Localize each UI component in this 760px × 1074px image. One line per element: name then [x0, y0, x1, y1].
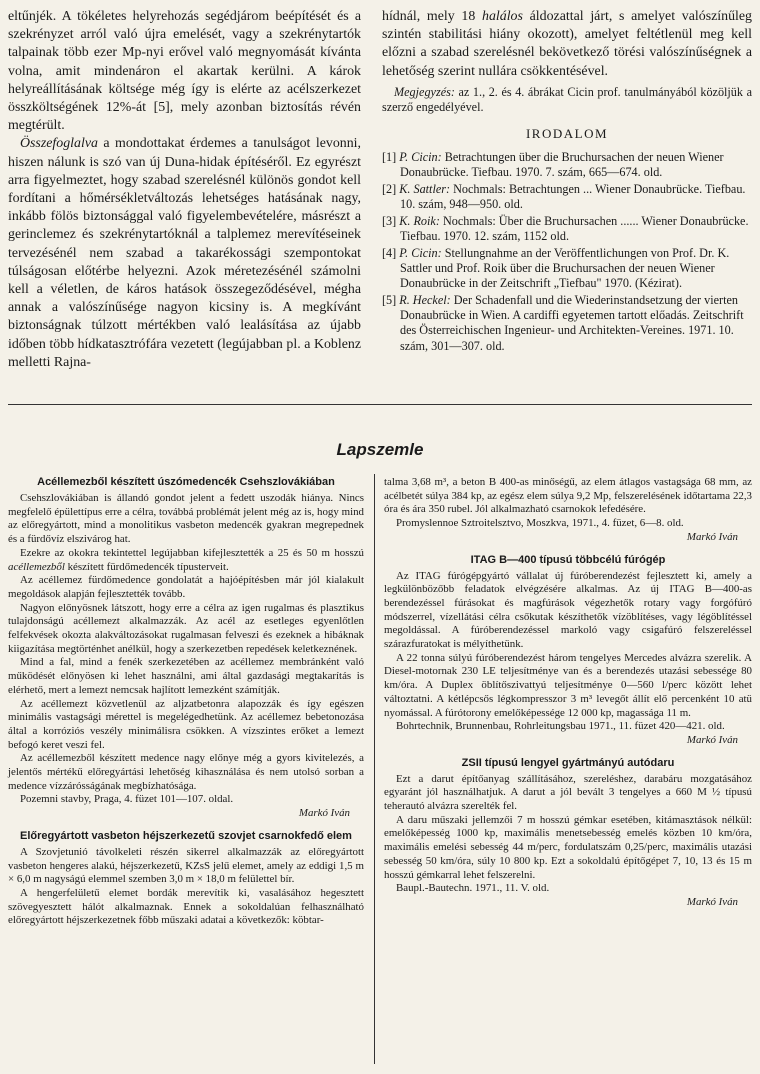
reference-item — [382, 150, 752, 180]
article-title: Acéllemezből készített úszómedencék Csehszlovákiában — [37, 476, 335, 488]
paragraph: Az ITAG fúrógépgyártó vállalat új fúróberendezést fejlesztett ki, amely a legkülönbözőbb feladatok elvégzésére alkalmas. Az új ITAG B—400-as berendezéssel fúrásokat és magfúrások végezhetők rotary vagy forgófúró módszerrel, vízellátási célra csőkutak készíthetők vízöblítéses, vagy légöblítéssel megoldással. A fúróberendezéssel markoló vagy csigafúró felszereléssel szárazfuratokat is mélyíthetünk. — [384, 569, 752, 651]
source-citation: Pozemni stavby, Praga, 4. füzet 101—107. oldal. — [20, 793, 234, 806]
reference-num: [1] — [382, 150, 397, 165]
reference-author: P. Cicin: — [399, 150, 442, 165]
paragraph: A 22 tonna súlyú fúróberendezést három tengelyes Mercedes alvázra szerelik. A Diesel-motornak 230 LE teljesítménye van és a berendezés utazási sebessége 80 km/óra. A Duplex öblítőszivattyú teljesítménye 0—560 l/perc között lehet változtatni. A kétlépcsős légkompresszor 3 m³ levegőt állít elő percenként 10 atü nyomással. A fúrótorony emelőképessége 12 000 kp, magassága 11 m. — [384, 651, 752, 719]
author-signature: Markó Iván — [686, 895, 738, 908]
paragraph: Az acéllemezt közvetlenül az aljzatbetonra alapozzák és így egészen minimális vastagsági mérettel is megelégedhetünk. Az acéllemez bebetonozása által a korróziós veszély minimálisra csökken. A vízszintes erőket a lemezt befogó keret veszi fel. — [8, 697, 364, 751]
author-signature: Markó Iván — [686, 733, 738, 746]
reference-text: Stellungnahme an der Veröffentlichungen von Prof. Dr. K. Sattler und Prof. Roik über die Bruchursachen der neuen Wiener Donaubrücke in der Zeitschrift „Tiefbau" 1970. (Kézirat). — [400, 245, 730, 291]
author-signature: Markó Iván — [298, 807, 350, 820]
reference-item — [382, 214, 752, 244]
reference-num: [5] — [382, 293, 397, 308]
paragraph: Mind a fal, mind a fenék szerkezetében az acéllemez membránként való működését előnyösen ki lehet használni, ami által gazdasági megtakarítás is elérhető, mert a lemezt nemcsak hajlított lemezként számítják. — [8, 656, 364, 696]
review-column-left — [8, 476, 364, 928]
paragraph: A hengerfelületű elemet bordák merevítik ki, vasalásához hegesztett szövegyesztett hálót alkalmaznak. Ennek a sokoldalúan felhasználható előregyártott héjszerkezetnek főbb műszaki adatai a következők: köbtar- — [8, 886, 364, 927]
reference-text: Der Schadenfall und die Wiederinstandsetzung der vierten Donaubrücke in Wien. A cardiffi egyetemen tartott előadás. Zeitschrift des Österreichischen Ingenieur- und Architekten-Vereines. 1971. 10. szám, 301—307. old. — [400, 293, 744, 353]
paragraph: Ezt a darut építőanyag szállításához, szereléshez, darabáru mozgatásához egyaránt jól használhatjuk. A darut a jól bevált 3 tengelyes a 660 M ½ típusú teherautó alvázra szerelték fel. — [384, 772, 752, 813]
article-title: ZSII típusú lengyel gyártmányú autódaru — [461, 756, 675, 769]
column-divider — [374, 474, 375, 1064]
references-heading: IRODALOM — [525, 126, 609, 142]
paragraph: eltűnjék. A tökéletes helyrehozás segédjárom beépítését és a szekrényzet arról való újra emelését, vagy a szekrénytartók talpainak több ezer Mp-nyi erővel való megnyomását kívánta volna, amit mindenáron el akartak kerülni. A károk helyreállításának költsége még így is elérte az acélszerkezet összköltségének 12%-át [5], mely azonban biztosítás révén megtérült. — [8, 9, 361, 134]
paragraph: A Szovjetunió távolkeleti részén sikerrel alkalmazzák az előregyártott vasbeton hengeres alakú, héjszerkezetű, KZsS jelű elemet, amely az eddigi 1,5 m × 6,0 m nagyságú elemmel szemben 3,0 m × 18,0 m felülettel bír. — [8, 845, 364, 886]
reference-text: Nochmals: Betrachtungen ... Wiener Donaubrücke. Tiefbau. 10. szám, 948—950. old. — [400, 182, 746, 212]
review-column-right — [384, 476, 752, 910]
source-citation: Baupl.-Bautechn. 1971., 11. V. old. — [396, 882, 550, 895]
reference-num: [2] — [382, 182, 397, 197]
article-title: Előregyártott vasbeton héjszerkezetű szovjet csarnokfedő elem — [20, 829, 352, 842]
reference-item — [382, 182, 752, 212]
paragraph: Ezekre az okokra tekintettel legújabban kifejlesztették a 25 és 50 m hosszú acéllemezből készített fürdőmedencék típusterveit. — [8, 546, 364, 573]
paragraph: Az acéllemezből készített medence nagy előnye még a gyors kivitelezés, a jelentős mértékű előregyártási lehetőség kihasználása és nem utolsó sorban a medence vízzárósságának megbízhatósága. — [8, 752, 364, 792]
author-signature: Markó Iván — [686, 530, 738, 543]
reference-text: Nochmals: Über die Bruchursachen ...... Wiener Donaubrücke. Tiefbau. 1970. 12. szám, 1152 old. — [400, 214, 749, 244]
reference-num: [3] — [382, 214, 397, 229]
paragraph: talma 3,68 m³, a beton B 400-as minőségű, az elem átlagos vastagsága 68 mm, az acélbetét súlya 384 kp, az egész elem súlya 9,2 Mp, felszerelésének időtartama 22,3 óra és ára 350 rubel. Jól alkalmazható csarnokok lefedésére. — [384, 476, 752, 516]
section-title: Lapszemle — [336, 440, 424, 459]
reference-item — [382, 293, 752, 354]
reference-item — [382, 246, 752, 292]
top-right-column — [382, 8, 752, 355]
references-list — [382, 150, 752, 354]
notice: Megjegyzés: az 1., 2. és 4. ábrákat Cicin prof. tanulmányából közöljük a szerző engedélyével. — [382, 84, 752, 115]
lead-word: Összefoglalva — [20, 136, 98, 152]
paragraph: hídnál, mely 18 halálos áldozattal járt, s amelyet valószínűleg szintén stabilitási hiány okozott), amelyet feltétlenül meg kell előzni a szabad szerelésnél bekövetkező törési valószínűségnek a lehetőség szerint nullára csökkentésével. — [382, 9, 752, 79]
article-title: ITAG B—400 típusú többcélú fúrógép — [470, 553, 666, 566]
source-citation: Bohrtechnik, Brunnenbau, Rohrleitungsbau 1971., 11. füzet 420—421. old. — [396, 720, 725, 733]
paragraph: Csehszlovákiában is állandó gondot jelent a fedett uszodák hiánya. Nincs megfelelő épülettípus erre a célra, továbbá problémát jelent még az is, hogy mind az előregyártott, mind a monolitikus vasbeton medencék gyakran megrepednek és a fürdővíz elszivárog hat. — [8, 492, 364, 546]
paragraph: A daru műszaki jellemzői 7 m hosszú gémkar esetében, kitámasztások nélkül: emelőképesség 1000 kp, maximális menetsebesség emelés közben 10 km/óra, maximális emelési sebesség 44 m/perc, fordulatszám 0,25/perc, maximális utazási sebesség 50 km/óra, súly 10 800 kp. Ezt a sokoldalú építőgépet 7, 10, 13 és 15 m hosszú gémkarral lehet felszerelni. — [384, 813, 752, 881]
reference-author: K. Roik: — [399, 214, 440, 229]
reference-num: [4] — [382, 245, 397, 260]
reference-text: Betrachtungen über die Bruchursachen der neuen Wiener Donaubrücke. Tiefbau. 1970. 7. szám, 665—674. old. — [400, 150, 724, 180]
paragraph: Összefoglalva a mondottakat érdemes a tanulságot levonni, hiszen nálunk is szó van új Duna-hidak építéséről. Ez egyrészt arra figyelmeztet, hogy szabad szerelésnél különös gondot kell fordítani a hőmérsékletváltozás lehetséges hatásának nagy, inkább fölös biztonsággal való figyelembevételére, másrészt a gerinclemez és szekrénytartóknál a talplemez merevítéseinek tervezésénél nem szabad a takarékossági szempontokat túlságosan előtérbe helyezni. Azok méretezésénél számolni kell a véletlen, de káros hatások összegeződésével, mégha annak a valószínűsége nagyon kicsiny is. A megkívánt biztonságnak túlzott mértékben való lealásítása az újabb időben több hídkatasztrófára vezetett (legújabban pl. a Koblenz melletti Rajna- — [8, 136, 361, 370]
reference-author: P. Cicin: — [399, 245, 442, 260]
source-citation: Promyslennoe Sztroitelsztvo, Moszkva, 1971., 4. füzet, 6—8. old. — [396, 517, 684, 530]
page-divider — [8, 404, 752, 405]
paragraph: Nagyon előnyösnek látszott, hogy erre a célra az igen rugalmas és plasztikus tulajdonságú acéllemezt alkalmazzák. Az acél az esetleges egyenlőtlen felfekvések okozta alakváltozásokat rugalmasan felveszi és ezeknek a hibáknak kiigazítása megtörténhet anélkül, hogy a szerkezetben repedések keletkeznének. — [8, 601, 364, 655]
reference-author: K. Sattler: — [399, 182, 451, 197]
top-left-column — [8, 8, 361, 372]
paragraph: Az acéllemez fürdőmedence gondolatát a hajóépítésben már jól kialakult megoldások alapján fejlesztették tovább. — [8, 574, 364, 600]
reference-author: R. Heckel: — [399, 293, 451, 308]
